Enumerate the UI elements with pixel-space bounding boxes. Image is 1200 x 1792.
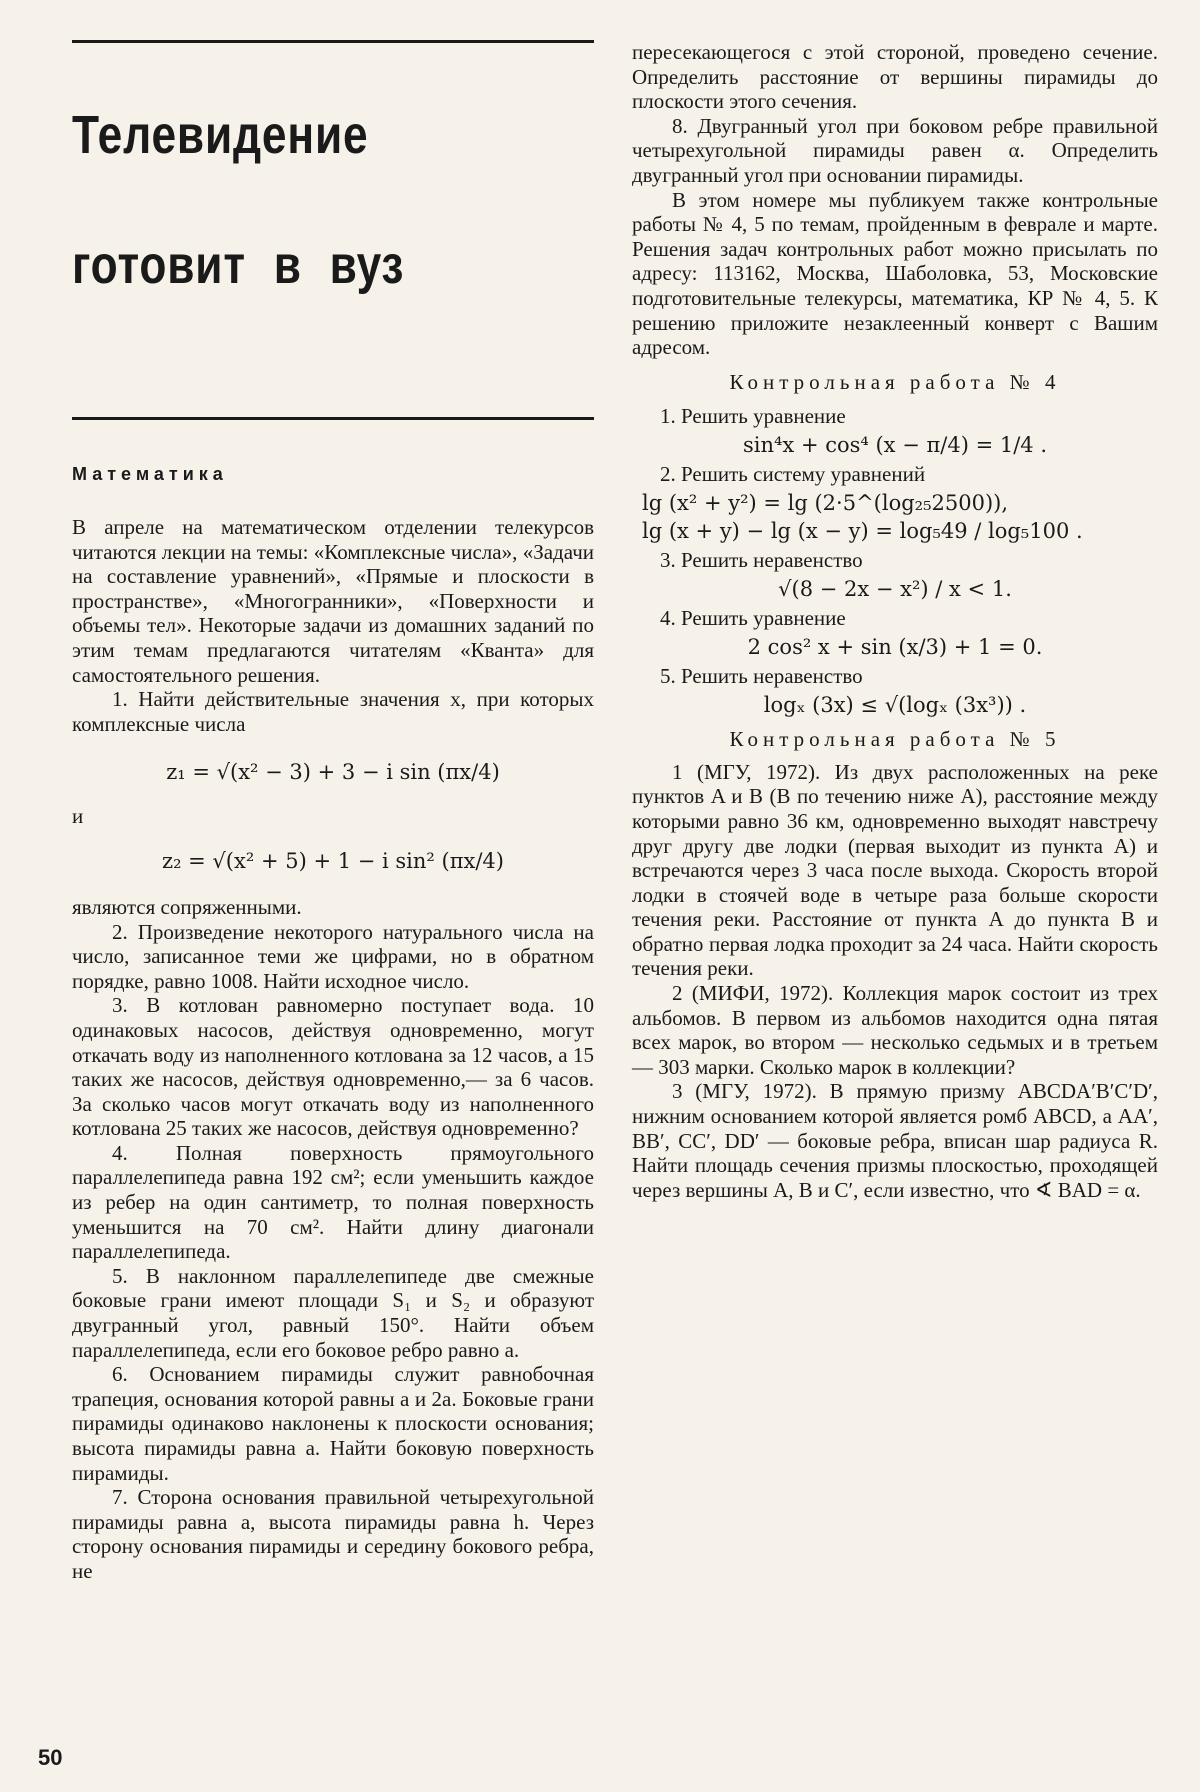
right-column xyxy=(632,40,1158,1202)
problem-1-end: являются сопряженными. xyxy=(72,894,302,919)
section-heading: Математика xyxy=(72,464,228,484)
top-rule xyxy=(72,40,594,43)
kr4-item-5-formula: logₓ (3x) ≤ √(logₓ (3x³)) . xyxy=(763,692,1027,717)
kr4-item-1-label: 1. Решить уравнение xyxy=(660,403,846,428)
kr4-heading: Контрольная работа № 4 xyxy=(729,369,1061,394)
problem-3: 3. В котлован равномерно поступает вода. 10 одинаковых насосов, действуя одновременно, могут откачать воду из наполненного котлована за 12 часов, а 15 таких же насосов, действуя одновременно,— за 6 часов. За сколько часов могут откачать воду из наполненного котлована 25 таких же насосов, действуя одновременно? xyxy=(72,993,594,1141)
problem-5: 5. В наклонном параллелепипеде две смежные боковые грани имеют площади S₁ и S₂ и образуют двугранный угол, равный 150°. Найти объем параллелепипеда, если его боковое ребро равно a. xyxy=(72,1263,594,1362)
kr5-problem-3: 3 (МГУ, 1972). В прямую призму ABCDA′B′C′D′, нижним основанием которой является ромб ABCD, а AA′, BB′, CC′, DD′ — боковые ребра, вписан шар радиуса R. Найти площадь сечения призмы плоскостью, проходящей через вершины A, B и C′, если известно, что ∢ BAD = α. xyxy=(632,1079,1158,1202)
kr5-heading: Контрольная работа № 5 xyxy=(729,726,1061,751)
kr5-problem-1: 1 (МГУ, 1972). Из двух расположенных на реке пунктов A и B (B по течению ниже A), расстояние между которыми равно 36 км, одновременно выходят навстречу друг другу две лодки (первая выходит из пункта A) и встречаются через 3 часа после выхода. Скорость второй лодки в стоячей воде в четыре раза больше скорости течения реки. Расстояние от пункта A до пункта B и обратно первая лодка проходит за 24 часа. Найти скорость течения реки. xyxy=(632,759,1158,981)
page-number: 50 xyxy=(38,1745,63,1770)
title-line-1: Телевидение xyxy=(72,105,369,165)
left-column xyxy=(72,40,594,1584)
formula-z2: z₂ = √(x² + 5) + 1 − i sin² (πx/4) xyxy=(162,848,504,873)
kr4-item-5-label: 5. Решить неравенство xyxy=(660,663,863,688)
problem-4: 4. Полная поверхность прямоугольного параллелепипеда равна 192 см²; если уменьшить каждое из ребер на один сантиметр, то полная поверхность уменьшится на 70 см². Найти длину диагонали параллелепипеда. xyxy=(72,1140,594,1264)
title-bottom-rule xyxy=(72,417,594,420)
problem-2: 2. Произведение некоторого натурального числа на число, записанное теми же цифрами, но в обратном порядке, равно 1008. Найти исходное число. xyxy=(72,919,594,993)
kr4-item-2-label: 2. Решить систему уравнений xyxy=(660,461,926,486)
problem-8: 8. Двугранный угол при боковом ребре правильной четырехугольной пирамиды равен α. Определить двугранный угол при основании пирамиды. xyxy=(632,113,1158,187)
title-line-2: готовит в вуз xyxy=(72,235,405,295)
kr4-item-1-formula: sin⁴x + cos⁴ (x − π/4) = 1/4 . xyxy=(742,432,1047,457)
kr4-item-2-formula: lg (x² + y²) = lg (2·5^(log₂₅2500)), xyxy=(642,490,1009,515)
intro-paragraph: В апреле на математическом отделении телекурсов читаются лекции на темы: «Комплексные числа», «Задачи на составление уравнений», «Прямые и плоскости в пространстве», «Многогранники», «Поверхности и объемы тел». Некоторые задачи из домашних заданий по этим темам предлагаются читателям «Кванта» для самостоятельного решения. xyxy=(72,515,594,687)
kr5-problem-2: 2 (МИФИ, 1972). Коллекция марок состоит из трех альбомов. В первом из альбомов находится одна пятая всех марок, во втором — несколько седьмых и в третьем — 303 марки. Сколько марок в коллекции? xyxy=(632,981,1158,1079)
kr4-item-4-label: 4. Решить уравнение xyxy=(660,605,846,630)
kr4-item-3-formula: √(8 − 2x − x²) / x < 1. xyxy=(778,576,1012,601)
problem-7: 7. Сторона основания правильной четырехугольной пирамиды равна a, высота пирамиды равна h. Через сторону основания пирамиды и середину бокового ребра, не xyxy=(72,1485,594,1583)
kr4-item-2-formula-2: lg (x + y) − lg (x − y) = log₅49 / log₅100 . xyxy=(642,518,1083,543)
and-word: и xyxy=(72,804,84,829)
formula-z1: z₁ = √(x² − 3) + 3 − i sin (πx/4) xyxy=(166,760,500,785)
kr4-item-4-formula: 2 cos² x + sin (x/3) + 1 = 0. xyxy=(747,634,1043,659)
problem-1: 1. Найти действительные значения x, при которых комплексные числа xyxy=(72,687,594,736)
problem-7-continued: пересекающегося с этой стороной, проведено сечение. Определить расстояние от вершины пирамиды до плоскости этого сечения. xyxy=(632,40,1158,114)
kr4-item-3-label: 3. Решить неравенство xyxy=(660,547,863,572)
announcement: В этом номере мы публикуем также контрольные работы № 4, 5 по темам, пройденным в феврале и марте. Решения задач контрольных работ можно присылать по адресу: 113162, Москва, Шаболовка, 53, Московские подготовительные телекурсы, математика, КР № 4, 5. К решению приложите незаклеенный конверт с Вашим адресом. xyxy=(632,187,1158,360)
problem-6: 6. Основанием пирамиды служит равнобочная трапеция, основания которой равны a и 2a. Боковые грани пирамиды одинаково наклонены к плоскости основания; высота пирамиды равна a. Найти боковую поверхность пирамиды. xyxy=(72,1362,594,1485)
